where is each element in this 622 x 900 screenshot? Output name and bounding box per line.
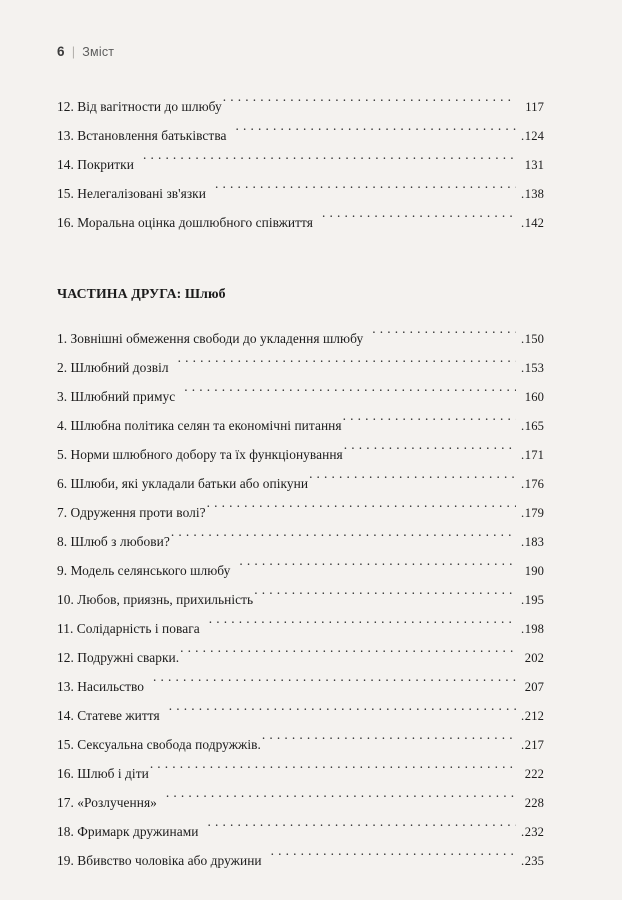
toc-entry[interactable]	[57, 324, 544, 353]
toc-entry-page-number: 190	[524, 564, 544, 578]
toc-entry-page-number: . 179	[518, 499, 544, 528]
toc-entry[interactable]	[57, 382, 544, 411]
toc-entry[interactable]	[57, 614, 544, 643]
toc-leader-dots	[207, 504, 516, 517]
toc-entry-page-number: . 212	[518, 702, 544, 731]
toc-entry-page-number: 160	[524, 390, 544, 404]
toc-entry[interactable]	[57, 730, 544, 759]
toc-entry[interactable]	[57, 817, 544, 846]
toc-leader-dots	[178, 359, 516, 372]
running-head-separator: |	[71, 44, 76, 59]
toc-entry[interactable]	[57, 150, 544, 179]
toc-entry-title: 4. Шлюбна політика селян та економічні питання	[57, 418, 342, 433]
toc-entry-title: 18. Фримарк дружинами	[57, 824, 199, 839]
toc-leader-dots	[239, 562, 516, 575]
running-head-folio: 6	[57, 44, 65, 59]
toc-entry-title: 11. Солідарність і повага	[57, 621, 200, 636]
toc-entry-title: 13. Встановлення батьківства	[57, 128, 227, 143]
toc-entry-page-number: . 217	[518, 731, 544, 760]
toc-leader-dots	[180, 649, 516, 662]
toc-entry-page-number: . 142	[518, 209, 544, 238]
toc-entry-title: 12. Від вагітности до шлюбу	[57, 99, 222, 114]
toc-entry-title: 16. Моральна оцінка дошлюбного співжиття	[57, 215, 313, 230]
toc-leader-dots	[207, 823, 516, 836]
toc-entry[interactable]	[57, 92, 544, 121]
toc-leader-dots	[215, 185, 516, 198]
toc-entry-page-number: . 183	[518, 528, 544, 557]
toc-entry-page-number: . 232	[518, 818, 544, 847]
toc-entry[interactable]	[57, 788, 544, 817]
toc-entry-title: 9. Модель селянського шлюбу	[57, 563, 231, 578]
running-head	[57, 44, 114, 59]
toc-leader-dots	[169, 707, 516, 720]
toc-entry[interactable]	[57, 643, 544, 672]
toc-leader-dots	[166, 794, 516, 807]
toc-leader-dots	[209, 620, 516, 633]
toc-entry-page-number: 207	[524, 680, 544, 694]
toc-entry[interactable]	[57, 440, 544, 469]
toc-entry[interactable]	[57, 759, 544, 788]
toc-leader-dots	[236, 127, 516, 140]
section-gap	[57, 308, 544, 324]
toc-leader-dots	[322, 214, 516, 227]
toc-entry[interactable]	[57, 585, 544, 614]
toc-entry-page-number: 228	[524, 796, 544, 810]
toc-entry-title: 2. Шлюбний дозвіл	[57, 360, 169, 375]
toc-entry-title: 17. «Розлучення»	[57, 795, 157, 810]
toc-entry-title: 6. Шлюби, які укладали батьки або опікуни	[57, 476, 309, 491]
toc-leader-dots	[150, 765, 516, 778]
toc-entry[interactable]	[57, 411, 544, 440]
toc-entry[interactable]	[57, 469, 544, 498]
toc-entry-title: 12. Подружні сварки.	[57, 650, 180, 665]
toc-leader-dots	[143, 156, 516, 169]
toc-entry-title: 7. Одруження проти волі?	[57, 505, 206, 520]
toc-entry[interactable]	[57, 353, 544, 382]
toc-entry[interactable]	[57, 556, 544, 585]
toc-entry-title: 14. Статеве життя	[57, 708, 160, 723]
toc-entry[interactable]	[57, 498, 544, 527]
toc-entry-title: 13. Насильство	[57, 679, 145, 694]
toc-entry-page-number: . 171	[518, 441, 544, 470]
toc-entry[interactable]	[57, 701, 544, 730]
toc-entry-title: 15. Сексуальна свобода подружжів.	[57, 737, 261, 752]
toc-entry-title: 5. Норми шлюбного добору та їх функціонування	[57, 447, 343, 462]
toc-entry-title: 3. Шлюбний примус	[57, 389, 176, 404]
toc-entry[interactable]	[57, 179, 544, 208]
toc-entry-title: 14. Покритки	[57, 157, 134, 172]
toc-entry-title: 19. Вбивство чоловіка або дружини	[57, 853, 262, 868]
toc-entry-page-number: . 195	[518, 586, 544, 615]
toc-entry-page-number: 222	[524, 767, 544, 781]
toc-entry[interactable]	[57, 121, 544, 150]
toc-entry[interactable]	[57, 672, 544, 701]
toc-entry-title: 15. Нелегалізовані зв'язки	[57, 186, 206, 201]
toc-leader-dots	[254, 591, 516, 604]
toc-entry[interactable]	[57, 527, 544, 556]
toc-entry-page-number: . 235	[518, 847, 544, 876]
toc-entry-page-number: . 198	[518, 615, 544, 644]
toc-leader-dots	[223, 98, 516, 111]
running-head-label: Зміст	[82, 45, 115, 59]
toc-entry-page-number: 117	[525, 100, 544, 114]
toc-leader-dots	[343, 417, 516, 430]
toc-entry-page-number: . 138	[518, 180, 544, 209]
toc-entry-page-number: . 150	[518, 325, 544, 354]
toc-leader-dots	[271, 852, 516, 865]
toc-entry-title: 1. Зовнішні обмеження свободи до укладення шлюбу	[57, 331, 364, 346]
toc-entry-title: 10. Любов, приязнь, прихильність	[57, 592, 254, 607]
toc-leader-dots	[344, 446, 516, 459]
toc-entry-page-number: . 153	[518, 354, 544, 383]
part-heading: ЧАСТИНА ДРУГА: Шлюб	[57, 286, 226, 301]
toc-entry-page-number: . 176	[518, 470, 544, 499]
section-gap	[57, 237, 544, 279]
table-of-contents	[57, 92, 544, 875]
toc-entry-page-number: 131	[524, 158, 544, 172]
toc-entry-page-number: . 124	[518, 122, 544, 151]
toc-leader-dots	[309, 475, 516, 488]
toc-entry-page-number: . 165	[518, 412, 544, 441]
toc-entry[interactable]	[57, 208, 544, 237]
toc-entry-title: 8. Шлюб з любови?	[57, 534, 170, 549]
toc-entry[interactable]	[57, 846, 544, 875]
toc-entry-title: 16. Шлюб і діти	[57, 766, 149, 781]
toc-leader-dots	[184, 388, 516, 401]
toc-leader-dots	[372, 330, 516, 343]
toc-leader-dots	[262, 736, 516, 749]
toc-leader-dots	[171, 533, 516, 546]
toc-entry-page-number: 202	[524, 651, 544, 665]
toc-leader-dots	[153, 678, 516, 691]
